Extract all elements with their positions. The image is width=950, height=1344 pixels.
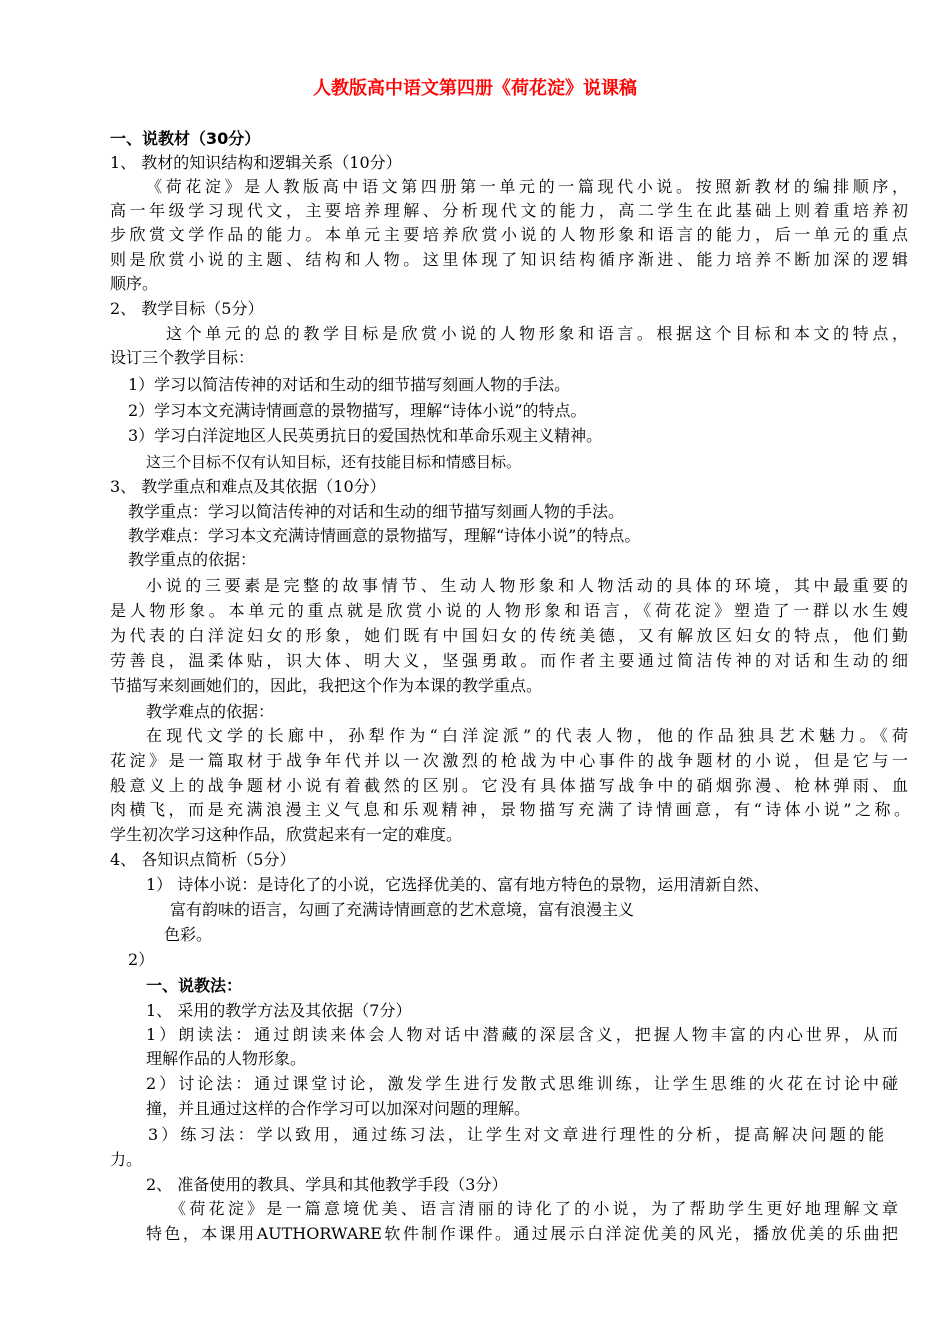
list-item-continuation: 色彩。 bbox=[164, 925, 213, 944]
paragraph-line: 《荷花淀》是人教版高中语文第四册第一单元的一篇现代小说。按照新教材的编排顺序， bbox=[146, 177, 908, 196]
paragraph-line: 在现代文学的长廊中，孙犁作为“白洋淀派”的代表人物，他的作品独具艺术魅力。《荷 bbox=[146, 726, 908, 745]
paragraph-line: 顺序。 bbox=[110, 274, 159, 293]
list-item: 3）练习法：学以致用，通过练习法，让学生对文章进行理性的分析，提高解决问题的能 bbox=[148, 1125, 884, 1144]
paragraph-line: 劳善良，温柔体贴，识大体、明大义，坚强勇敢。而作者主要通过简洁传神的对话和生动的细 bbox=[110, 651, 908, 670]
section-heading: 一、说教材（30分） bbox=[110, 129, 261, 148]
section-heading: 一、说教法： bbox=[146, 976, 243, 995]
paragraph-line: 《荷花淀》是一篇意境优美、语言清丽的诗化了的小说，为了帮助学生更好地理解文章 bbox=[170, 1199, 898, 1218]
paragraph-line: 是人物形象。本单元的重点就是欣赏小说的人物形象和语言，《荷花淀》塑造了一群以水生嫂 bbox=[110, 601, 908, 620]
list-item-continuation: 富有韵味的语言，勾画了充满诗情画意的艺术意境，富有浪漫主义 bbox=[170, 900, 635, 919]
list-item: 2）讨论法：通过课堂讨论，激发学生进行发散式思维训练，让学生思维的火花在讨论中碰 bbox=[146, 1074, 898, 1093]
list-item: 2） bbox=[128, 950, 155, 969]
list-item: 1）学习以简洁传神的对话和生动的细节描写刻画人物的手法。 bbox=[128, 375, 571, 394]
subsection-heading: 4、 各知识点简析（5分） bbox=[110, 850, 296, 869]
paragraph-line: 特色，本课用AUTHORWARE软件制作课件。通过展示白洋淀优美的风光，播放优美的乐曲把 bbox=[146, 1224, 898, 1243]
list-item: 1）朗读法：通过朗读来体会人物对话中潜藏的深层含义，把握人物丰富的内心世界，从而 bbox=[146, 1025, 898, 1044]
list-item: 2）学习本文充满诗情画意的景物描写，理解“诗体小说”的特点。 bbox=[128, 401, 587, 420]
paragraph-line: 这三个目标不仅有认知目标，还有技能目标和情感目标。 bbox=[146, 453, 522, 471]
list-item-continuation: 理解作品的人物形象。 bbox=[146, 1049, 307, 1068]
paragraph-line: 设订三个教学目标： bbox=[110, 348, 255, 367]
paragraph-line: 花淀》是一篇取材于战争年代并以一次激烈的枪战为中心事件的战争题材的小说，但是它与一 bbox=[110, 751, 908, 770]
paragraph-line: 教学重点：学习以简洁传神的对话和生动的细节描写刻画人物的手法。 bbox=[128, 502, 625, 521]
paragraph-line: 般意义上的战争题材小说有着截然的区别。它没有具体描写战争中的硝烟弥漫、枪林弹雨、血 bbox=[110, 776, 908, 795]
list-item: 1） 诗体小说：是诗化了的小说，它选择优美的、富有地方特色的景物，运用清新自然、 bbox=[146, 875, 770, 894]
paragraph-line: 肉横飞，而是充满浪漫主义气息和乐观精神，景物描写充满了诗情画意，有“诗体小说”之称。 bbox=[110, 800, 910, 819]
list-item-continuation: 撞，并且通过这样的合作学习可以加深对问题的理解。 bbox=[146, 1099, 531, 1118]
subsection-heading: 1、 采用的教学方法及其依据（7分） bbox=[146, 1001, 412, 1020]
document-title: 人教版高中语文第四册《荷花淀》说课稿 bbox=[313, 78, 637, 99]
paragraph-line: 学生初次学习这种作品，欣赏起来有一定的难度。 bbox=[110, 825, 463, 844]
paragraph-line: 高一年级学习现代文，主要培养理解、分析现代文的能力，高二学生在此基础上则着重培养初 bbox=[110, 201, 908, 220]
subsection-heading: 1、 教材的知识结构和逻辑关系（10分） bbox=[110, 153, 402, 172]
subsection-heading: 2、 准备使用的教具、学具和其他教学手段（3分） bbox=[146, 1175, 508, 1194]
paragraph-line: 为代表的白洋淀妇女的形象，她们既有中国妇女的传统美德，又有解放区妇女的特点，他们勤 bbox=[110, 626, 908, 645]
subsection-heading: 2、 教学目标（5分） bbox=[110, 299, 264, 318]
paragraph-line: 则是欣赏小说的主题、结构和人物。这里体现了知识结构循序渐进、能力培养不断加深的逻辑 bbox=[110, 250, 908, 269]
paragraph-line: 这个单元的总的教学目标是欣赏小说的人物形象和语言。根据这个目标和本文的特点， bbox=[166, 324, 908, 343]
subsection-heading: 3、 教学重点和难点及其依据（10分） bbox=[110, 477, 386, 496]
paragraph-line: 教学难点的依据： bbox=[146, 702, 275, 721]
paragraph-line: 步欣赏文学作品的能力。本单元主要培养欣赏小说的人物形象和语言的能力，后一单元的重点 bbox=[110, 225, 908, 244]
paragraph-line: 教学难点：学习本文充满诗情画意的景物描写，理解“诗体小说”的特点。 bbox=[128, 526, 641, 545]
list-item: 3）学习白洋淀地区人民英勇抗日的爱国热忱和革命乐观主义精神。 bbox=[128, 426, 603, 445]
paragraph-line: 小说的三要素是完整的故事情节、生动人物形象和人物活动的具体的环境，其中最重要的 bbox=[146, 576, 908, 595]
paragraph-line: 教学重点的依据： bbox=[128, 550, 257, 569]
list-item-continuation: 力。 bbox=[110, 1150, 143, 1169]
paragraph-line: 节描写来刻画她们的，因此，我把这个作为本课的教学重点。 bbox=[110, 676, 543, 695]
